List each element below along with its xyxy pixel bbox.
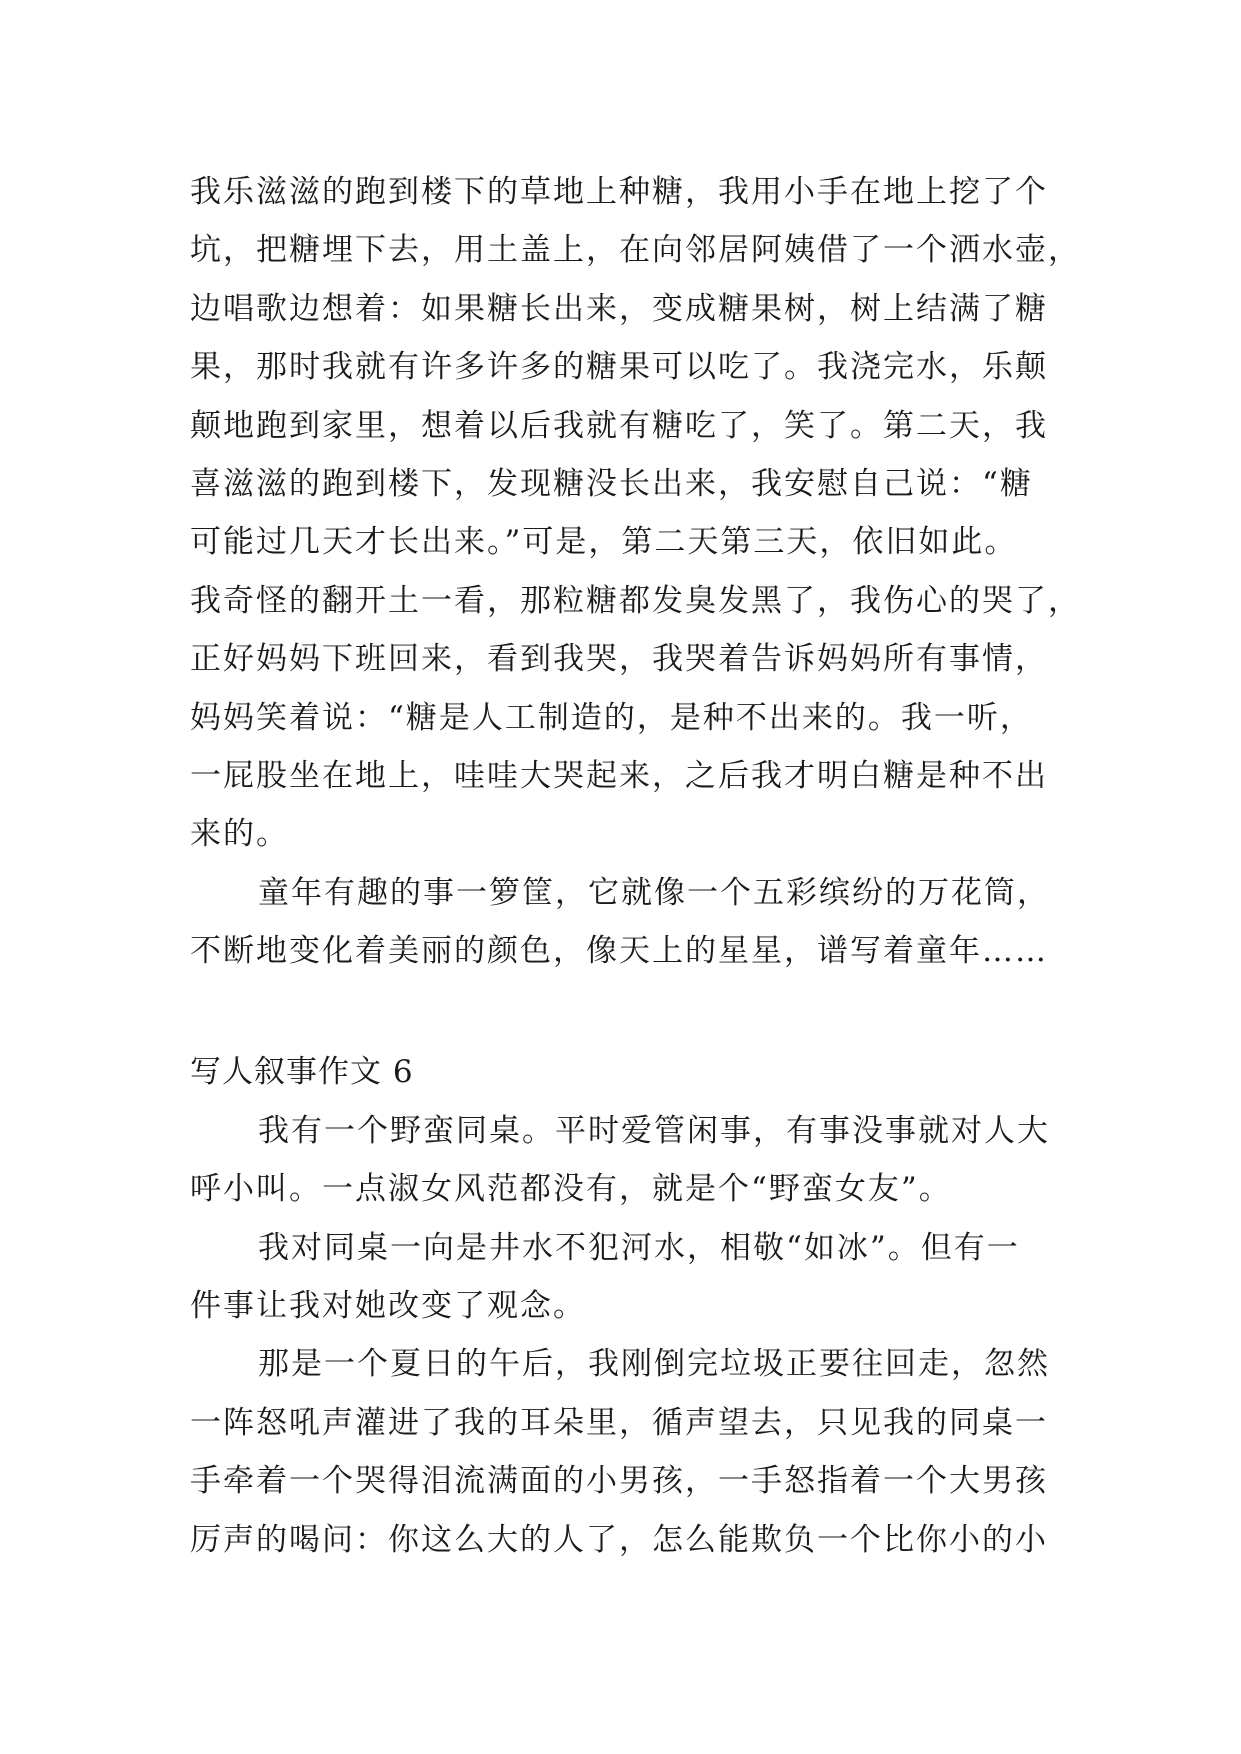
text-line: 童年有趣的事一箩筐，它就像一个五彩缤纷的万花筒，	[258, 874, 1050, 911]
relation-paragraph	[190, 1219, 1050, 1336]
text-line: 我乐滋滋的跑到楼下的草地上种糖，我用小手在地上挖了个	[190, 174, 1048, 210]
section-title: 写人叙事作文 6	[190, 1054, 414, 1091]
text-line: 坑，把糖埋下去，用土盖上，在向邻居阿姨借了一个洒水壶，	[190, 232, 1081, 269]
text-line: 我对同桌一向是井水不犯河水，相敬“如冰”。但有一	[258, 1229, 1020, 1266]
section-spacer	[190, 980, 1050, 1043]
text-line: 来的。	[190, 816, 289, 853]
text-line: 件事让我对她改变了观念。	[190, 1288, 586, 1325]
text-line: 正好妈妈下班回来，看到我哭，我哭着告诉妈妈所有事情，	[190, 641, 1048, 678]
text-line: 喜滋滋的跑到楼下，发现糖没长出来，我安慰自己说：“糖	[190, 465, 1033, 502]
text-line: 厉声的喝问：你这么大的人了，怎么能欺负一个比你小的小	[190, 1521, 1048, 1558]
event-paragraph	[190, 1335, 1050, 1569]
story-paragraph	[190, 163, 1081, 864]
text-line: 一屁股坐在地上，哇哇大哭起来，之后我才明白糖是种不出	[190, 757, 1048, 794]
text-line: 边唱歌边想着：如果糖长出来，变成糖果树，树上结满了糖	[190, 290, 1048, 327]
text-line: 可能过几天才长出来。”可是，第二天第三天，依旧如此。	[190, 524, 1018, 561]
document-body	[190, 163, 1081, 1569]
text-line: 呼小叫。一点淑女风范都没有，就是个“野蛮女友”。	[190, 1171, 952, 1208]
text-line: 一阵怒吼声灌进了我的耳朵里，循声望去，只见我的同桌一	[190, 1404, 1048, 1441]
text-line: 不断地变化着美丽的颜色，像天上的星星，谱写着童年……	[190, 933, 1048, 970]
text-line: 手牵着一个哭得泪流满面的小男孩，一手怒指着一个大男孩	[190, 1463, 1048, 1500]
text-line: 颠地跑到家里，想着以后我就有糖吃了，笑了。第二天，我	[190, 407, 1048, 444]
text-line: 我有一个野蛮同桌。平时爱管闲事，有事没事就对人大	[258, 1112, 1050, 1149]
conclusion-paragraph	[190, 864, 1050, 981]
intro-paragraph	[190, 1102, 1050, 1219]
text-line: 妈妈笑着说：“糖是人工制造的，是种不出来的。我一听，	[190, 699, 1033, 736]
text-line: 那是一个夏日的午后，我刚倒完垃圾正要往回走，忽然	[258, 1346, 1050, 1383]
text-line: 我奇怪的翻开土一看，那粒糖都发臭发黑了，我伤心的哭了，	[190, 582, 1081, 619]
text-line: 果，那时我就有许多许多的糖果可以吃了。我浇完水，乐颠	[190, 349, 1048, 386]
